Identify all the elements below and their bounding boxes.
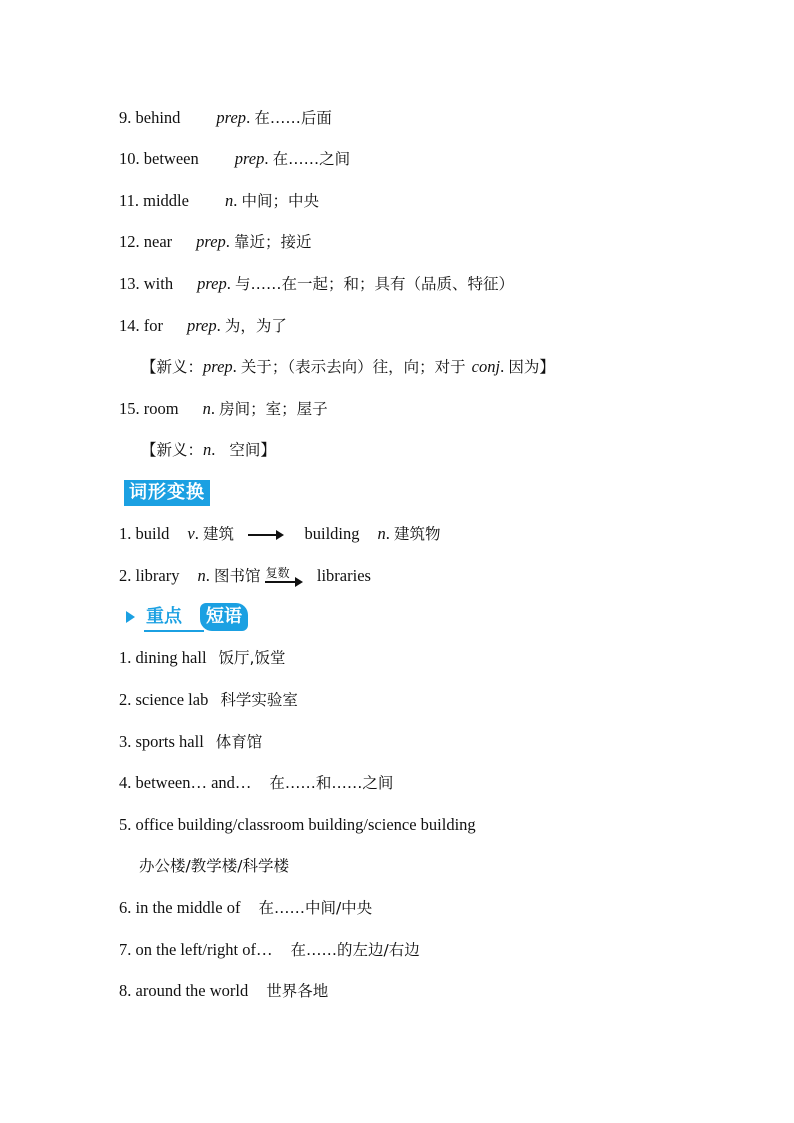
phrase-item: 7. on the left/right of… 在……的左边/右边	[119, 940, 420, 959]
vocab-item: 13. with prep. 与……在一起；和；具有（品质、特征）	[119, 274, 514, 293]
vocab-item: 12. near prep. 靠近；接近	[119, 232, 312, 251]
vocab-item: 9. behind prep. 在……后面	[119, 108, 332, 127]
triangle-icon	[126, 611, 135, 623]
phrase-item: 2. science lab 科学实验室	[119, 690, 298, 709]
phrase-item: 6. in the middle of 在……中间/中央	[119, 898, 373, 917]
right-arrow-icon	[248, 530, 284, 540]
wordform-item: 2. library n. 图书馆 复数 libraries	[119, 566, 371, 585]
phrase-item: 1. dining hall 饭厅,饭堂	[119, 648, 286, 667]
wordform-item: 1. build v. 建筑 building n. 建筑物	[119, 524, 441, 543]
section-header-word-forms: 词形变换	[124, 480, 210, 506]
vocab-note: 【新义：prep. 关于；（表示去向）往，向；对于 conj. 因为】	[141, 357, 555, 376]
phrase-item: 5. office building/classroom building/science building	[119, 815, 476, 834]
phrase-item: 8. around the world 世界各地	[119, 981, 329, 1000]
phrase-item: 4. between… and… 在……和……之间	[119, 773, 394, 792]
vocab-item: 11. middle n. 中间；中央	[119, 191, 319, 210]
plural-arrow-icon: 复数	[265, 565, 303, 587]
vocab-item: 10. between prep. 在……之间	[119, 149, 351, 168]
vocab-item: 14. for prep. 为，为了	[119, 316, 287, 335]
phrase-item: 3. sports hall 体育馆	[119, 732, 263, 751]
vocab-note: 【新义：n. 空间】	[141, 440, 276, 459]
phrase-translation: 办公楼/教学楼/科学楼	[139, 857, 289, 875]
vocab-item: 15. room n. 房间；室；屋子	[119, 399, 328, 418]
section-header-key-phrases: 重点 短语	[126, 603, 266, 631]
